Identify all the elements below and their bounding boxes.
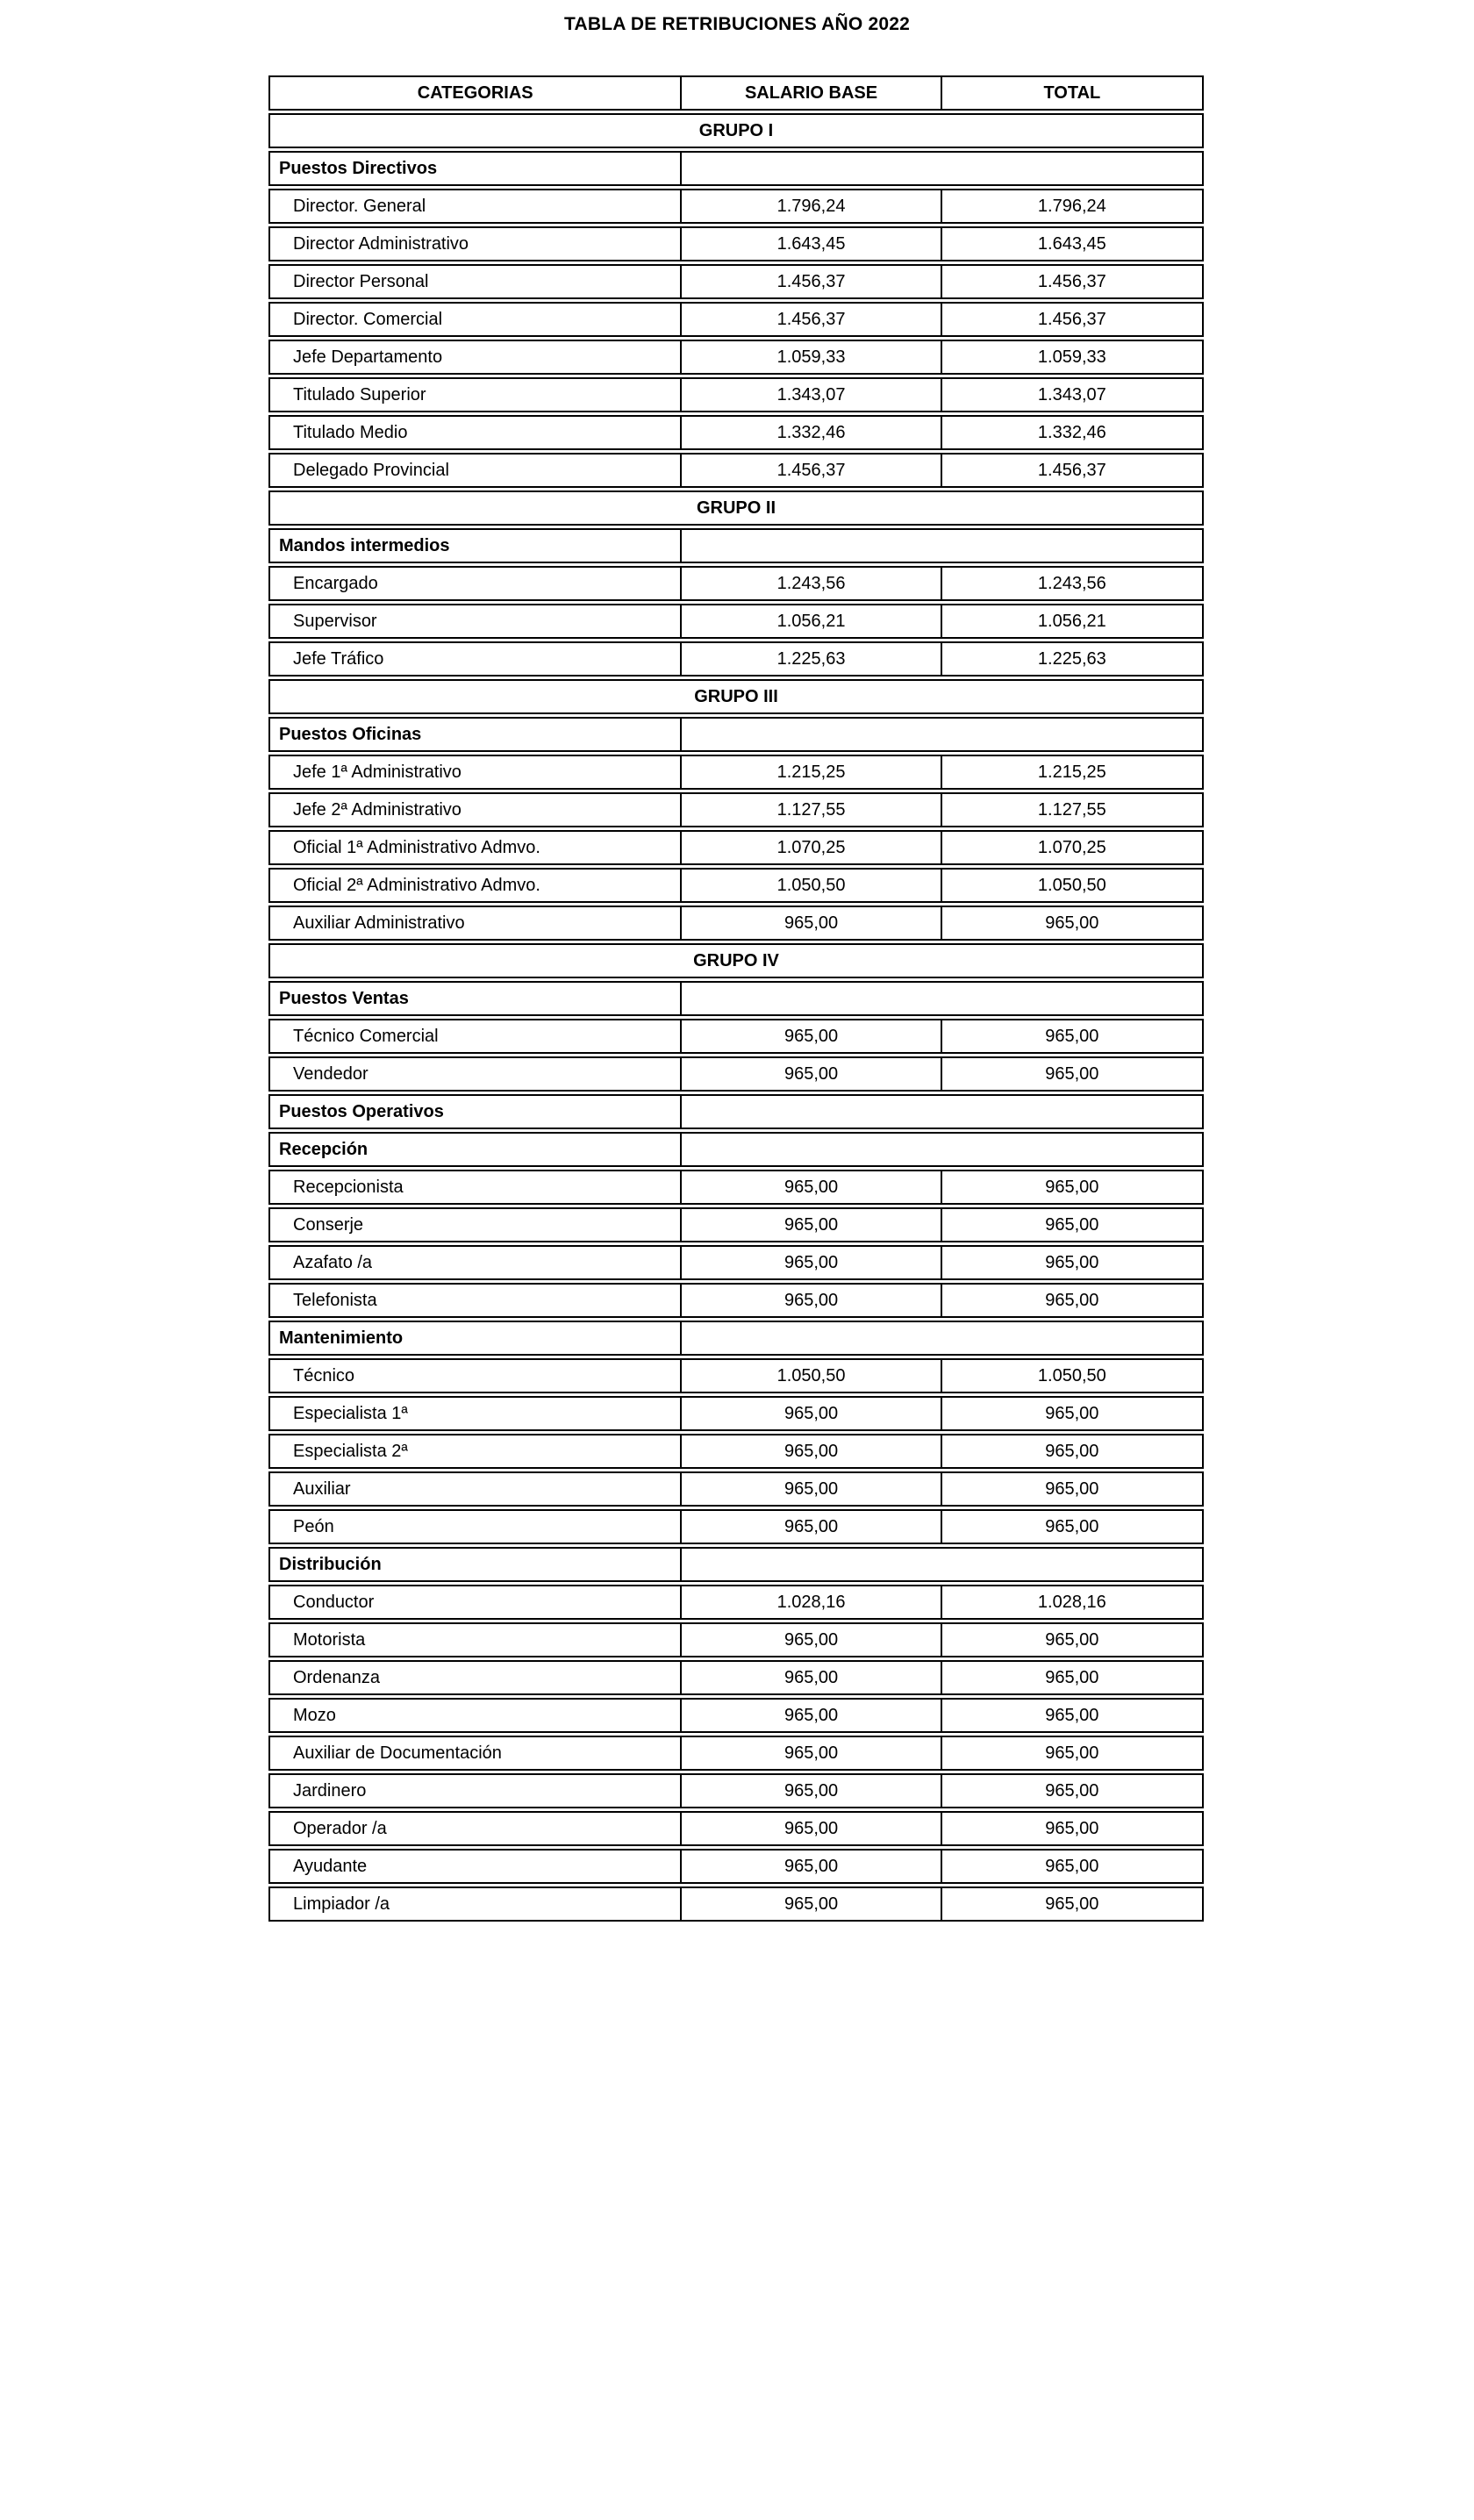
category-cell: Azafato /a (270, 1247, 682, 1278)
section-header-row (268, 1132, 1204, 1167)
salario-base-cell: 1.127,55 (682, 794, 941, 826)
group-header-row (268, 679, 1204, 714)
section-label: Mantenimiento (270, 1322, 682, 1354)
table-row (268, 1698, 1204, 1733)
table-row (268, 1207, 1204, 1242)
category-cell: Ordenanza (270, 1662, 682, 1693)
salario-base-cell: 965,00 (682, 1851, 941, 1882)
salario-base-cell: 965,00 (682, 1171, 941, 1203)
salary-table-body (268, 113, 1204, 1922)
category-cell: Limpiador /a (270, 1888, 682, 1920)
total-cell: 965,00 (1045, 1441, 1099, 1461)
salario-base-cell: 965,00 (682, 1058, 941, 1090)
section-label: Puestos Oficinas (270, 719, 682, 750)
category-cell: Jefe 2ª Administrativo (270, 794, 682, 826)
table-row (268, 1019, 1204, 1054)
group-label: GRUPO II (696, 498, 776, 518)
table-row (268, 1585, 1204, 1620)
salario-base-cell: 965,00 (682, 1624, 941, 1656)
category-cell: Telefonista (270, 1285, 682, 1316)
table-row (268, 830, 1204, 865)
section-label: Puestos Ventas (270, 983, 682, 1014)
table-row (268, 1622, 1204, 1657)
salario-base-cell: 1.332,46 (682, 417, 941, 448)
category-cell: Delegado Provincial (270, 455, 682, 486)
section-label: Recepción (270, 1134, 682, 1165)
table-row (268, 1283, 1204, 1318)
category-cell: Especialista 2ª (270, 1435, 682, 1467)
category-cell: Conserje (270, 1209, 682, 1241)
category-cell: Vendedor (270, 1058, 682, 1090)
group-header-row (268, 490, 1204, 526)
table-row (268, 1736, 1204, 1771)
category-cell: Jefe 1ª Administrativo (270, 756, 682, 788)
table-row (268, 868, 1204, 903)
category-cell: Jefe Departamento (270, 341, 682, 373)
total-cell: 965,00 (1045, 1780, 1099, 1801)
table-row (268, 226, 1204, 261)
salario-base-cell: 965,00 (682, 1813, 941, 1844)
section-label: Distribución (270, 1549, 682, 1580)
category-cell: Técnico Comercial (270, 1020, 682, 1052)
salario-base-cell: 1.059,33 (682, 341, 941, 373)
total-cell: 965,00 (1045, 1629, 1099, 1650)
total-cell: 965,00 (1045, 1516, 1099, 1536)
table-row (268, 1170, 1204, 1205)
empty-cell (682, 719, 1202, 750)
section-header-row (268, 151, 1204, 186)
table-row (268, 1056, 1204, 1092)
group-label: GRUPO IV (693, 950, 779, 970)
total-cell: 1.059,33 (1037, 347, 1106, 367)
category-cell: Mozo (270, 1700, 682, 1731)
column-header-salario-base: SALARIO BASE (682, 77, 941, 109)
total-cell: 1.127,55 (1037, 799, 1106, 820)
section-header-row (268, 1094, 1204, 1129)
table-row (268, 604, 1204, 639)
salario-base-cell: 1.456,37 (682, 266, 941, 297)
salario-base-cell: 965,00 (682, 1285, 941, 1316)
salario-base-cell: 965,00 (682, 1247, 941, 1278)
salario-base-cell: 1.343,07 (682, 379, 941, 411)
total-cell: 965,00 (1045, 1743, 1099, 1763)
total-cell: 965,00 (1045, 1403, 1099, 1423)
section-header-row (268, 981, 1204, 1016)
empty-cell (682, 1096, 1202, 1128)
table-row (268, 1773, 1204, 1808)
salario-base-cell: 1.215,25 (682, 756, 941, 788)
table-row (268, 1358, 1204, 1393)
group-label: GRUPO I (698, 120, 774, 140)
category-cell: Auxiliar Administrativo (270, 907, 682, 939)
table-row (268, 302, 1204, 337)
category-cell: Encargado (270, 568, 682, 599)
page-title: TABLA DE RETRIBUCIONES AÑO 2022 (564, 14, 910, 34)
salario-base-cell: 965,00 (682, 1888, 941, 1920)
table-row (268, 1396, 1204, 1431)
category-cell: Auxiliar (270, 1473, 682, 1505)
category-cell: Peón (270, 1511, 682, 1543)
column-header-categorias: CATEGORIAS (270, 77, 682, 109)
category-cell: Director Personal (270, 266, 682, 297)
salario-base-cell: 965,00 (682, 1435, 941, 1467)
table-row (268, 1509, 1204, 1544)
salario-base-cell: 1.050,50 (682, 870, 941, 901)
category-cell: Oficial 1ª Administrativo Admvo. (270, 832, 682, 863)
total-cell: 965,00 (1045, 1026, 1099, 1046)
category-cell: Conductor (270, 1586, 682, 1618)
table-row (268, 415, 1204, 450)
salary-table (268, 75, 1204, 1924)
salario-base-cell: 965,00 (682, 1398, 941, 1429)
salario-base-cell: 965,00 (682, 1662, 941, 1693)
salario-base-cell: 965,00 (682, 1775, 941, 1807)
total-cell: 1.456,37 (1037, 309, 1106, 329)
category-cell: Operador /a (270, 1813, 682, 1844)
table-row (268, 906, 1204, 941)
empty-cell (682, 153, 1202, 184)
salario-base-cell: 1.456,37 (682, 455, 941, 486)
section-label: Puestos Directivos (270, 153, 682, 184)
category-cell: Técnico (270, 1360, 682, 1392)
group-label: GRUPO III (694, 686, 778, 706)
table-row (268, 340, 1204, 375)
total-cell: 965,00 (1045, 1177, 1099, 1197)
category-cell: Oficial 2ª Administrativo Admvo. (270, 870, 682, 901)
total-cell: 1.050,50 (1037, 1365, 1106, 1385)
group-header-row (268, 113, 1204, 148)
salario-base-cell: 1.050,50 (682, 1360, 941, 1392)
table-row (268, 189, 1204, 224)
category-cell: Jefe Tráfico (270, 643, 682, 675)
category-cell: Jardinero (270, 1775, 682, 1807)
salario-base-cell: 965,00 (682, 1511, 941, 1543)
total-cell: 1.343,07 (1037, 384, 1106, 404)
category-cell: Titulado Superior (270, 379, 682, 411)
section-label: Puestos Operativos (270, 1096, 682, 1128)
section-header-row (268, 1547, 1204, 1582)
table-row (268, 755, 1204, 790)
total-cell: 1.643,45 (1037, 233, 1106, 254)
salario-base-cell: 965,00 (682, 1737, 941, 1769)
total-cell: 965,00 (1045, 1290, 1099, 1310)
total-cell: 1.456,37 (1037, 271, 1106, 291)
table-row (268, 566, 1204, 601)
group-header-row (268, 943, 1204, 978)
table-row (268, 1471, 1204, 1507)
table-row (268, 1660, 1204, 1695)
salario-base-cell: 1.225,63 (682, 643, 941, 675)
category-cell: Supervisor (270, 605, 682, 637)
total-cell: 1.225,63 (1037, 648, 1106, 669)
table-row (268, 377, 1204, 412)
salario-base-cell: 965,00 (682, 1209, 941, 1241)
total-cell: 1.332,46 (1037, 422, 1106, 442)
table-row (268, 792, 1204, 827)
category-cell: Motorista (270, 1624, 682, 1656)
salario-base-cell: 965,00 (682, 907, 941, 939)
total-cell: 965,00 (1045, 1252, 1099, 1272)
salario-base-cell: 965,00 (682, 1700, 941, 1731)
total-cell: 965,00 (1045, 1063, 1099, 1084)
category-cell: Especialista 1ª (270, 1398, 682, 1429)
category-cell: Director. Comercial (270, 304, 682, 335)
total-cell: 1.056,21 (1037, 611, 1106, 631)
empty-cell (682, 530, 1202, 562)
total-cell: 965,00 (1045, 1856, 1099, 1876)
table-header-row (268, 75, 1204, 111)
salario-base-cell: 1.796,24 (682, 190, 941, 222)
table-row (268, 453, 1204, 488)
salario-base-cell: 1.028,16 (682, 1586, 941, 1618)
category-cell: Titulado Medio (270, 417, 682, 448)
salario-base-cell: 1.243,56 (682, 568, 941, 599)
total-cell: 965,00 (1045, 1894, 1099, 1914)
total-cell: 965,00 (1045, 1214, 1099, 1235)
salario-base-cell: 965,00 (682, 1020, 941, 1052)
total-cell: 965,00 (1045, 913, 1099, 933)
section-header-row (268, 1321, 1204, 1356)
salario-base-cell: 1.643,45 (682, 228, 941, 260)
salario-base-cell: 965,00 (682, 1473, 941, 1505)
total-cell: 1.050,50 (1037, 875, 1106, 895)
empty-cell (682, 1134, 1202, 1165)
total-cell: 965,00 (1045, 1667, 1099, 1687)
category-cell: Director. General (270, 190, 682, 222)
total-cell: 1.215,25 (1037, 762, 1106, 782)
total-cell: 965,00 (1045, 1818, 1099, 1838)
table-row (268, 1886, 1204, 1922)
table-row (268, 264, 1204, 299)
category-cell: Recepcionista (270, 1171, 682, 1203)
salario-base-cell: 1.056,21 (682, 605, 941, 637)
total-cell: 965,00 (1045, 1478, 1099, 1499)
table-row (268, 1245, 1204, 1280)
total-cell: 1.243,56 (1037, 573, 1106, 593)
table-row (268, 1849, 1204, 1884)
salario-base-cell: 1.070,25 (682, 832, 941, 863)
total-cell: 965,00 (1045, 1705, 1099, 1725)
empty-cell (682, 983, 1202, 1014)
category-cell: Ayudante (270, 1851, 682, 1882)
empty-cell (682, 1549, 1202, 1580)
category-cell: Director Administrativo (270, 228, 682, 260)
section-label: Mandos intermedios (270, 530, 682, 562)
section-header-row (268, 528, 1204, 563)
table-row (268, 641, 1204, 677)
column-header-total: TOTAL (1043, 82, 1101, 103)
table-row (268, 1434, 1204, 1469)
total-cell: 1.456,37 (1037, 460, 1106, 480)
section-header-row (268, 717, 1204, 752)
salario-base-cell: 1.456,37 (682, 304, 941, 335)
total-cell: 1.796,24 (1037, 196, 1106, 216)
empty-cell (682, 1322, 1202, 1354)
table-row (268, 1811, 1204, 1846)
category-cell: Auxiliar de Documentación (270, 1737, 682, 1769)
total-cell: 1.070,25 (1037, 837, 1106, 857)
total-cell: 1.028,16 (1037, 1592, 1106, 1612)
